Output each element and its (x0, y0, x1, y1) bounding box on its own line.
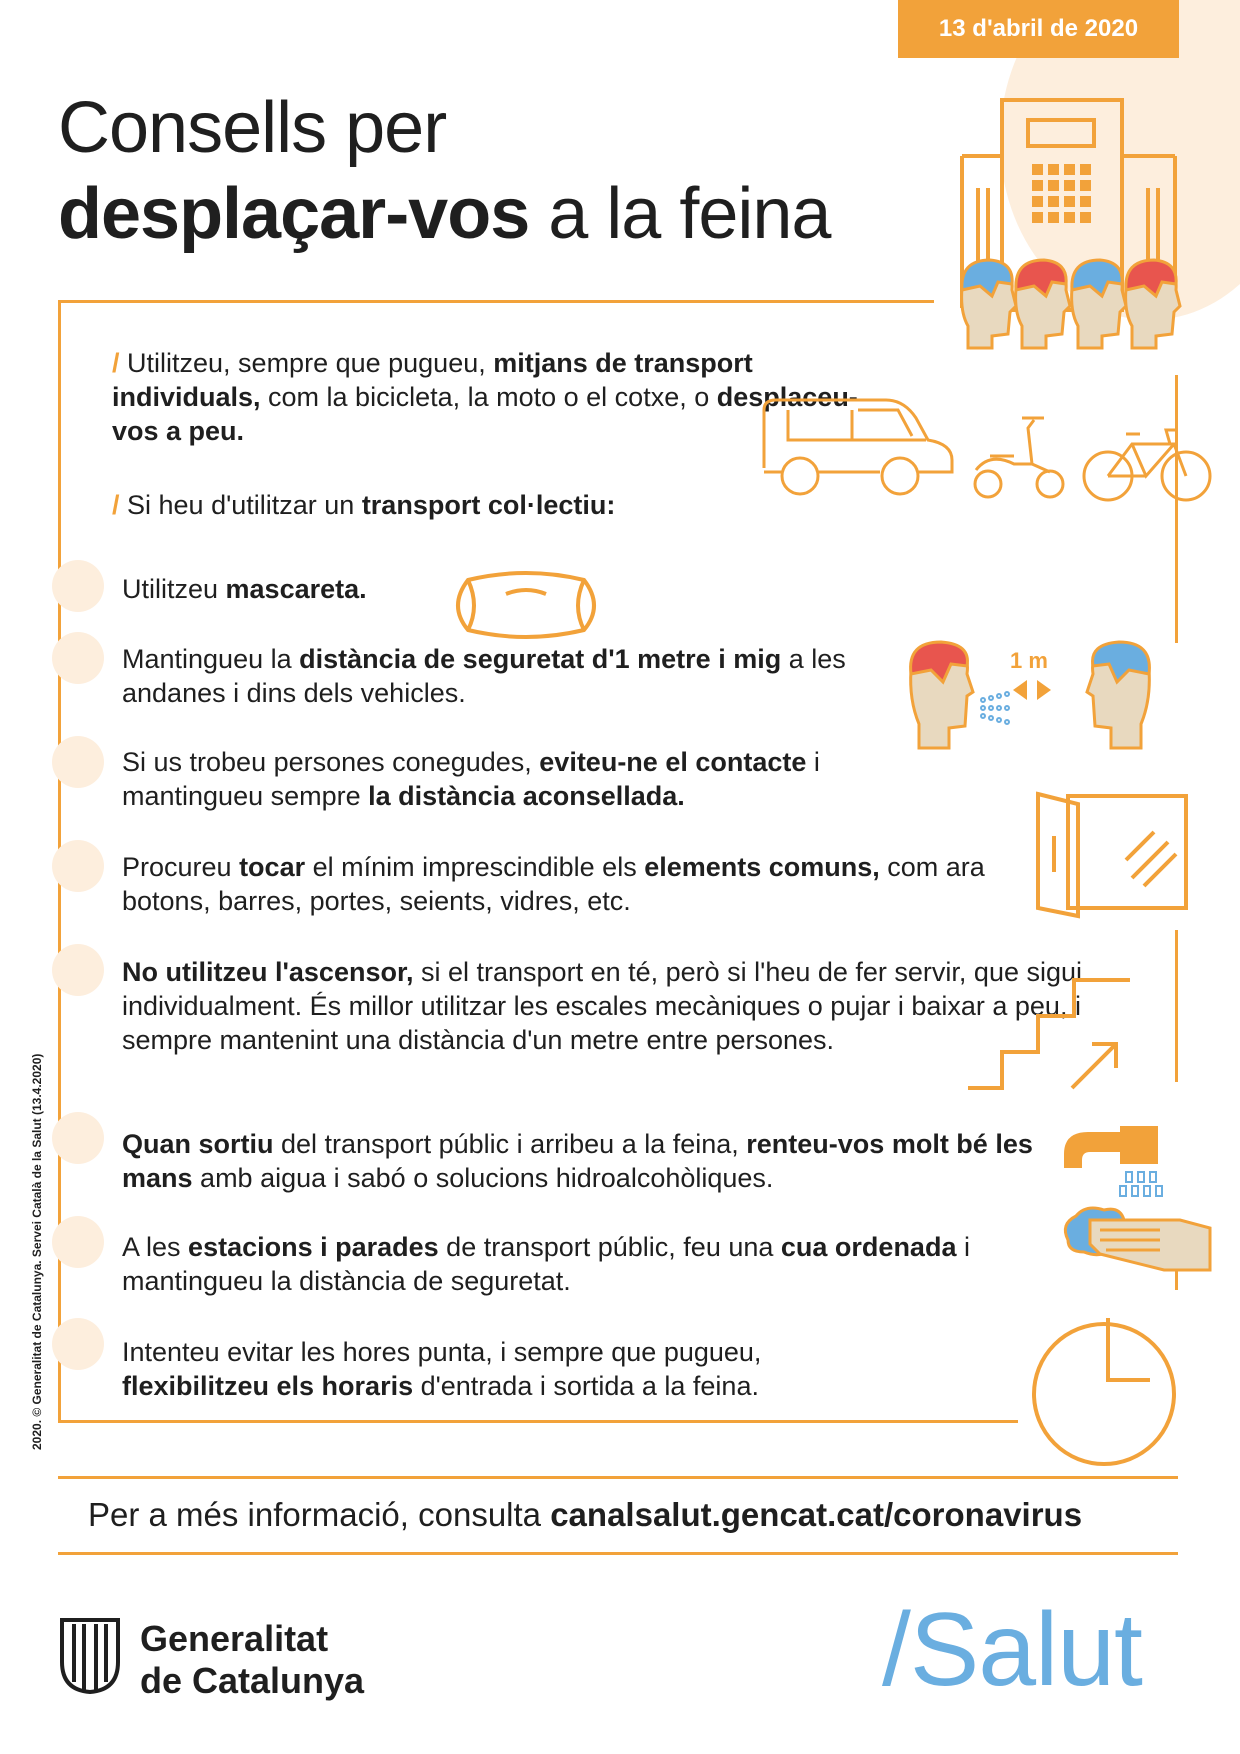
text: i mantingueu sempre (122, 747, 820, 811)
car-icon (758, 396, 958, 500)
text: Procureu (122, 852, 240, 882)
text: A les (122, 1232, 189, 1262)
bold-text: No utilitzeu l'ascensor, (122, 957, 414, 987)
bold-text: mitjans de transport individuals, (112, 348, 753, 412)
text: Utilitzeu, sempre que pugueu, (119, 348, 494, 378)
text: Si us trobeu persones conegudes, (122, 747, 540, 777)
frame-top-line (58, 300, 934, 303)
door-window-icon (1036, 790, 1192, 920)
tip-wash-hands (122, 1127, 1052, 1195)
frame-right-line (1175, 375, 1178, 643)
stairs-icon (966, 966, 1136, 1096)
tip-rush-hours (122, 1335, 902, 1403)
slash-marker: / (112, 490, 120, 520)
distance-label: 1 m (1010, 648, 1048, 673)
page-title-line2 (58, 174, 831, 254)
bullet-circle (52, 1112, 104, 1164)
title-rest: a la feina (529, 174, 831, 254)
people-group-icon (956, 256, 1188, 352)
bicycle-icon (1082, 424, 1212, 504)
generalitat-name (140, 1618, 364, 1702)
bold-text: Quan sortiu (122, 1129, 274, 1159)
text: i mantingueu la distància de seguretat. (122, 1232, 970, 1296)
bold-text: flexibilitzeu els horaris (122, 1371, 414, 1401)
bold-text: elements comuns, (644, 852, 880, 882)
hand-washing-icon (1060, 1124, 1216, 1274)
bullet-circle (52, 944, 104, 996)
text: a les andanes i dins dels vehicles. (122, 644, 846, 708)
bold-text: distància de seguretat d'1 metre i mig (299, 644, 782, 674)
frame-right-line-2 (1175, 930, 1178, 1082)
tip-mask (122, 572, 442, 606)
face-mask-icon (446, 570, 606, 642)
generalitat-shield-icon (58, 1616, 122, 1694)
page-title-line1: Consells per (58, 88, 447, 168)
tip-elevator (122, 955, 1102, 1057)
generalitat-line2: de Catalunya (140, 1660, 365, 1701)
text: d'entrada i sortida a la feina. (413, 1371, 759, 1401)
copyright-credit: 2020. © Generalitat de Catalunya. Servei Català de la Salut (13.4.2020) (30, 1053, 44, 1450)
frame-bottom-line (58, 1420, 1018, 1423)
text: Intenteu evitar les hores punta, i sempre que pugueu, (122, 1337, 762, 1367)
bullet-circle (52, 1318, 104, 1370)
tip-touch (122, 850, 1002, 918)
date-text: 13 d'abril de 2020 (938, 15, 1139, 42)
bold-text: mascareta. (225, 574, 367, 604)
text: com la bicicleta, la moto o el cotxe, o (260, 382, 717, 412)
generalitat-line1: Generalitat (140, 1618, 329, 1659)
tip-queue (122, 1230, 1042, 1298)
text: Mantingueu la (122, 644, 300, 674)
bold-text: cua ordenada (780, 1232, 957, 1262)
text: com ara botons, barres, portes, seients, vidres, etc. (122, 852, 985, 916)
bold-text: la distància aconsellada. (368, 781, 685, 811)
tip-distance (122, 642, 892, 710)
text: del transport públic i arribeu a la feina, (273, 1129, 747, 1159)
footer-bottom-line (58, 1552, 1178, 1555)
bold-text: tocar (239, 852, 306, 882)
slash-marker: / (112, 348, 120, 378)
footer-top-line (58, 1476, 1178, 1479)
text: amb aigua i sabó o solucions hidroalcohòliques. (192, 1163, 774, 1193)
bullet-circle (52, 736, 104, 788)
bold-text: eviteu-ne el contacte (539, 747, 807, 777)
tip-avoid-contact (122, 745, 912, 813)
bullet-circle (52, 560, 104, 612)
bold-text: transport col·lectiu: (361, 490, 616, 520)
bold-text: desplaceu-vos a peu. (112, 382, 858, 446)
bullet-circle (52, 840, 104, 892)
bullet-circle (52, 1216, 104, 1268)
text: si el transport en té, però si l'heu de fer servir, que sigui individualment. És millor utilitzar les escales mecàniques o pujar i baixar a peu, i sempre mantenint una distància d'un metre entre persones. (122, 957, 1083, 1055)
clock-icon (1030, 1306, 1184, 1468)
footer-prefix: Per a més informació, consulta (88, 1496, 551, 1533)
bullet-circle (52, 632, 104, 684)
footer-link[interactable]: canalsalut.gencat.cat/coronavirus (550, 1496, 1083, 1533)
text: de transport públic, feu una (438, 1232, 781, 1262)
text: Utilitzeu (122, 574, 226, 604)
bold-text: renteu-vos molt bé les mans (122, 1129, 1033, 1193)
title-bold: desplaçar-vos (58, 174, 530, 254)
footer-info (88, 1496, 1082, 1534)
text: Si heu d'utilitzar un (119, 490, 362, 520)
bold-text: estacions i parades (188, 1232, 439, 1262)
scooter-icon (970, 412, 1070, 502)
date-badge (898, 0, 1179, 58)
salut-logo: /Salut (882, 1592, 1142, 1708)
text: el mínim imprescindible els (305, 852, 645, 882)
